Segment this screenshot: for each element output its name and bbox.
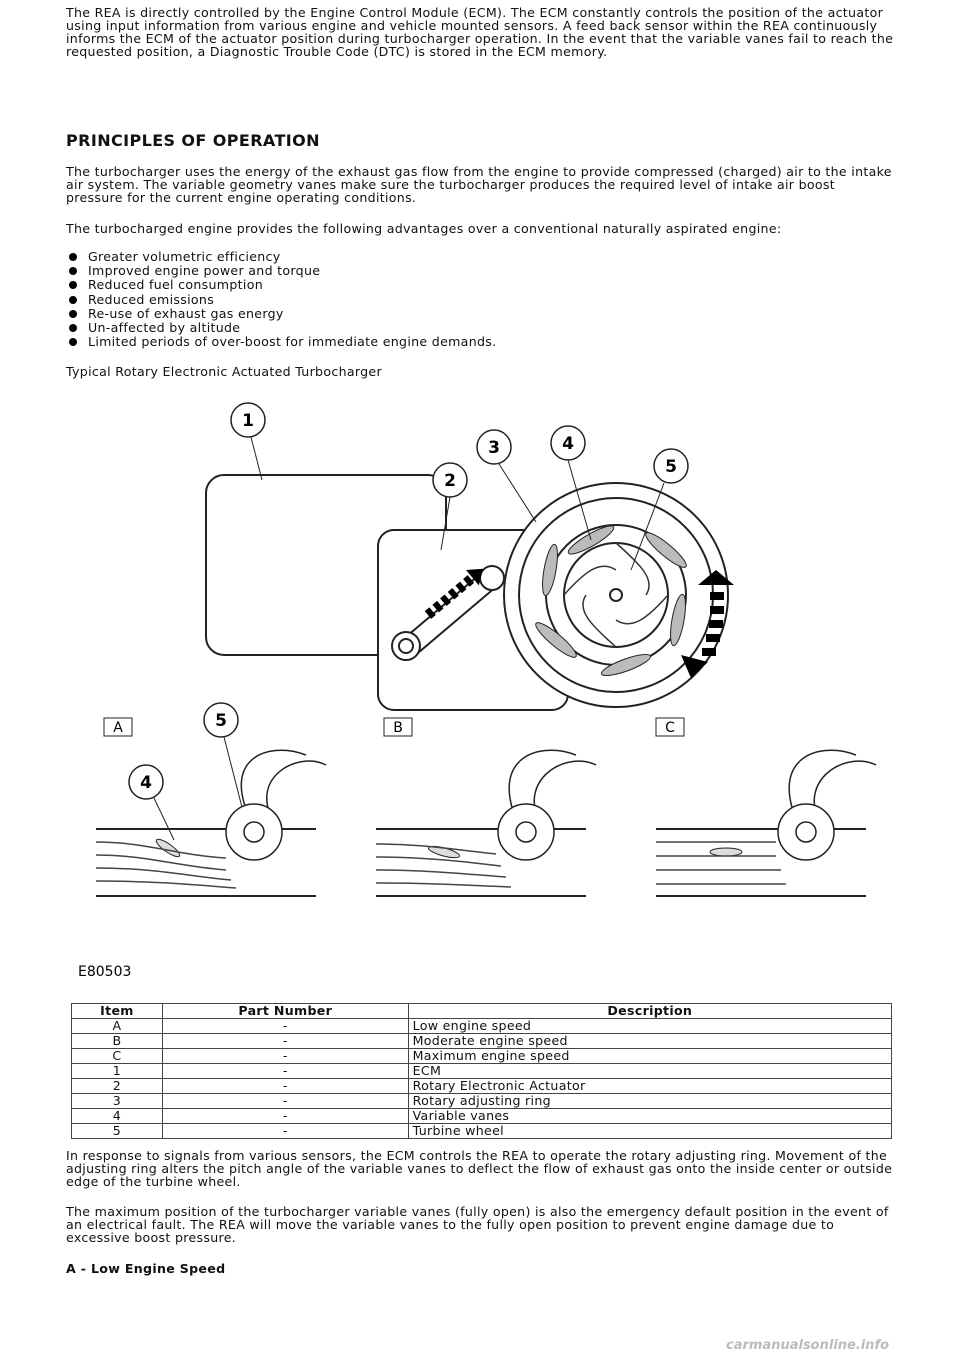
turbocharger-diagram — [66, 380, 896, 990]
panel-b-illustration — [376, 750, 596, 896]
item-cell: 3 — [72, 1094, 163, 1109]
callout-3 — [477, 430, 536, 522]
svg-text:A: A — [113, 720, 123, 736]
item-cell: 1 — [72, 1064, 163, 1079]
svg-text:C: C — [665, 720, 675, 736]
bullet-icon — [69, 296, 77, 304]
part-number-cell: - — [162, 1094, 408, 1109]
svg-text:4: 4 — [562, 434, 574, 454]
panel-a-illustration — [96, 750, 326, 896]
column-header-item: Item — [72, 1004, 163, 1019]
description-cell: Low engine speed — [408, 1019, 891, 1034]
panel-label-b — [384, 718, 412, 736]
section-heading: PRINCIPLES OF OPERATION — [66, 131, 320, 150]
column-header-part-number: Part Number — [162, 1004, 408, 1019]
part-number-cell: - — [162, 1034, 408, 1049]
bullet-icon — [69, 310, 77, 318]
description-cell: Maximum engine speed — [408, 1049, 891, 1064]
bullet-icon — [69, 267, 77, 275]
bullet-icon — [69, 324, 77, 332]
svg-text:3: 3 — [488, 438, 500, 458]
default-paragraph: The maximum position of the turbocharger variable vanes (fully open) is also the emergency default position in the event of an electrical fault. The REA will move the variable vanes to the fully open position to prevent engine damage due to excessive boost pressure. — [66, 1204, 889, 1245]
callout-1 — [231, 403, 265, 480]
list-item: Limited periods of over-boost for immediate engine demands. — [66, 335, 496, 349]
panel-label-a — [104, 718, 132, 736]
intro-paragraph: The REA is directly controlled by the Engine Control Module (ECM). The ECM constantly controls the position of the actuator using input information from various engine and vehicle mounted sensors. A feed back sensor within the REA continuously informs the ECM of the actuator position during turbocharger operation. In the event that the variable vanes fail to reach the requested position, a Diagnostic Trouble Code (DTC) is stored in the ECM memory. — [66, 5, 894, 59]
panel-label-c — [656, 718, 684, 736]
panel-c-illustration — [656, 750, 876, 896]
svg-text:5: 5 — [665, 457, 677, 477]
table-row — [72, 1064, 892, 1079]
description-cell: Variable vanes — [408, 1109, 891, 1124]
list-item: Reduced fuel consumption — [66, 278, 496, 292]
part-number-cell: - — [162, 1019, 408, 1034]
svg-text:4: 4 — [140, 773, 152, 793]
list-item: Un-affected by altitude — [66, 321, 496, 335]
item-cell: 5 — [72, 1124, 163, 1139]
part-number-cell: - — [162, 1109, 408, 1124]
svg-text:2: 2 — [444, 471, 456, 491]
svg-text:1: 1 — [242, 411, 254, 431]
table-row — [72, 1019, 892, 1034]
table-row — [72, 1049, 892, 1064]
panel-callout-5 — [204, 703, 244, 815]
bullet-icon — [69, 253, 77, 261]
item-cell: 4 — [72, 1109, 163, 1124]
item-cell: 2 — [72, 1079, 163, 1094]
column-header-description: Description — [408, 1004, 891, 1019]
table-row — [72, 1094, 892, 1109]
description-cell: Turbine wheel — [408, 1124, 891, 1139]
low-engine-speed-subheading: A - Low Engine Speed — [66, 1261, 226, 1276]
part-number-cell: - — [162, 1124, 408, 1139]
list-item: Greater volumetric efficiency — [66, 250, 496, 264]
site-watermark[interactable]: carmanualsonline.info — [726, 1338, 890, 1353]
figure-caption: Typical Rotary Electronic Actuated Turbocharger — [66, 364, 382, 379]
response-paragraph: In response to signals from various sensors, the ECM controls the REA to operate the rotary adjusting ring. Movement of the adjusting ring alters the pitch angle of the variable vanes to deflect the flow of exhaust gas onto the inside center or outside edge of the turbine wheel. — [66, 1148, 893, 1189]
table-header-row — [72, 1004, 892, 1019]
description-cell: Rotary Electronic Actuator — [408, 1079, 891, 1094]
advantages-intro: The turbocharged engine provides the following advantages over a conventional naturally aspirated engine: — [66, 221, 782, 236]
table-row — [72, 1109, 892, 1124]
figure-id: E80503 — [78, 964, 132, 980]
parts-table — [71, 1003, 892, 1139]
bullet-icon — [69, 281, 77, 289]
table-row — [72, 1034, 892, 1049]
item-cell: C — [72, 1049, 163, 1064]
svg-text:B: B — [393, 720, 403, 736]
principle-paragraph: The turbocharger uses the energy of the exhaust gas flow from the engine to provide compressed (charged) air to the intake air system. The variable geometry vanes make sure the turbocharger produces the required level of intake air boost pressure for the current engine operating conditions. — [66, 164, 892, 205]
description-cell: ECM — [408, 1064, 891, 1079]
description-cell: Moderate engine speed — [408, 1034, 891, 1049]
svg-text:5: 5 — [215, 711, 227, 731]
part-number-cell: - — [162, 1064, 408, 1079]
list-item: Re-use of exhaust gas energy — [66, 307, 496, 321]
item-cell: A — [72, 1019, 163, 1034]
list-item: Reduced emissions — [66, 293, 496, 307]
description-cell: Rotary adjusting ring — [408, 1094, 891, 1109]
advantages-list — [66, 250, 496, 349]
bullet-icon — [69, 338, 77, 346]
part-number-cell: - — [162, 1079, 408, 1094]
part-number-cell: - — [162, 1049, 408, 1064]
list-item: Improved engine power and torque — [66, 264, 496, 278]
table-row — [72, 1124, 892, 1139]
item-cell: B — [72, 1034, 163, 1049]
table-row — [72, 1079, 892, 1094]
